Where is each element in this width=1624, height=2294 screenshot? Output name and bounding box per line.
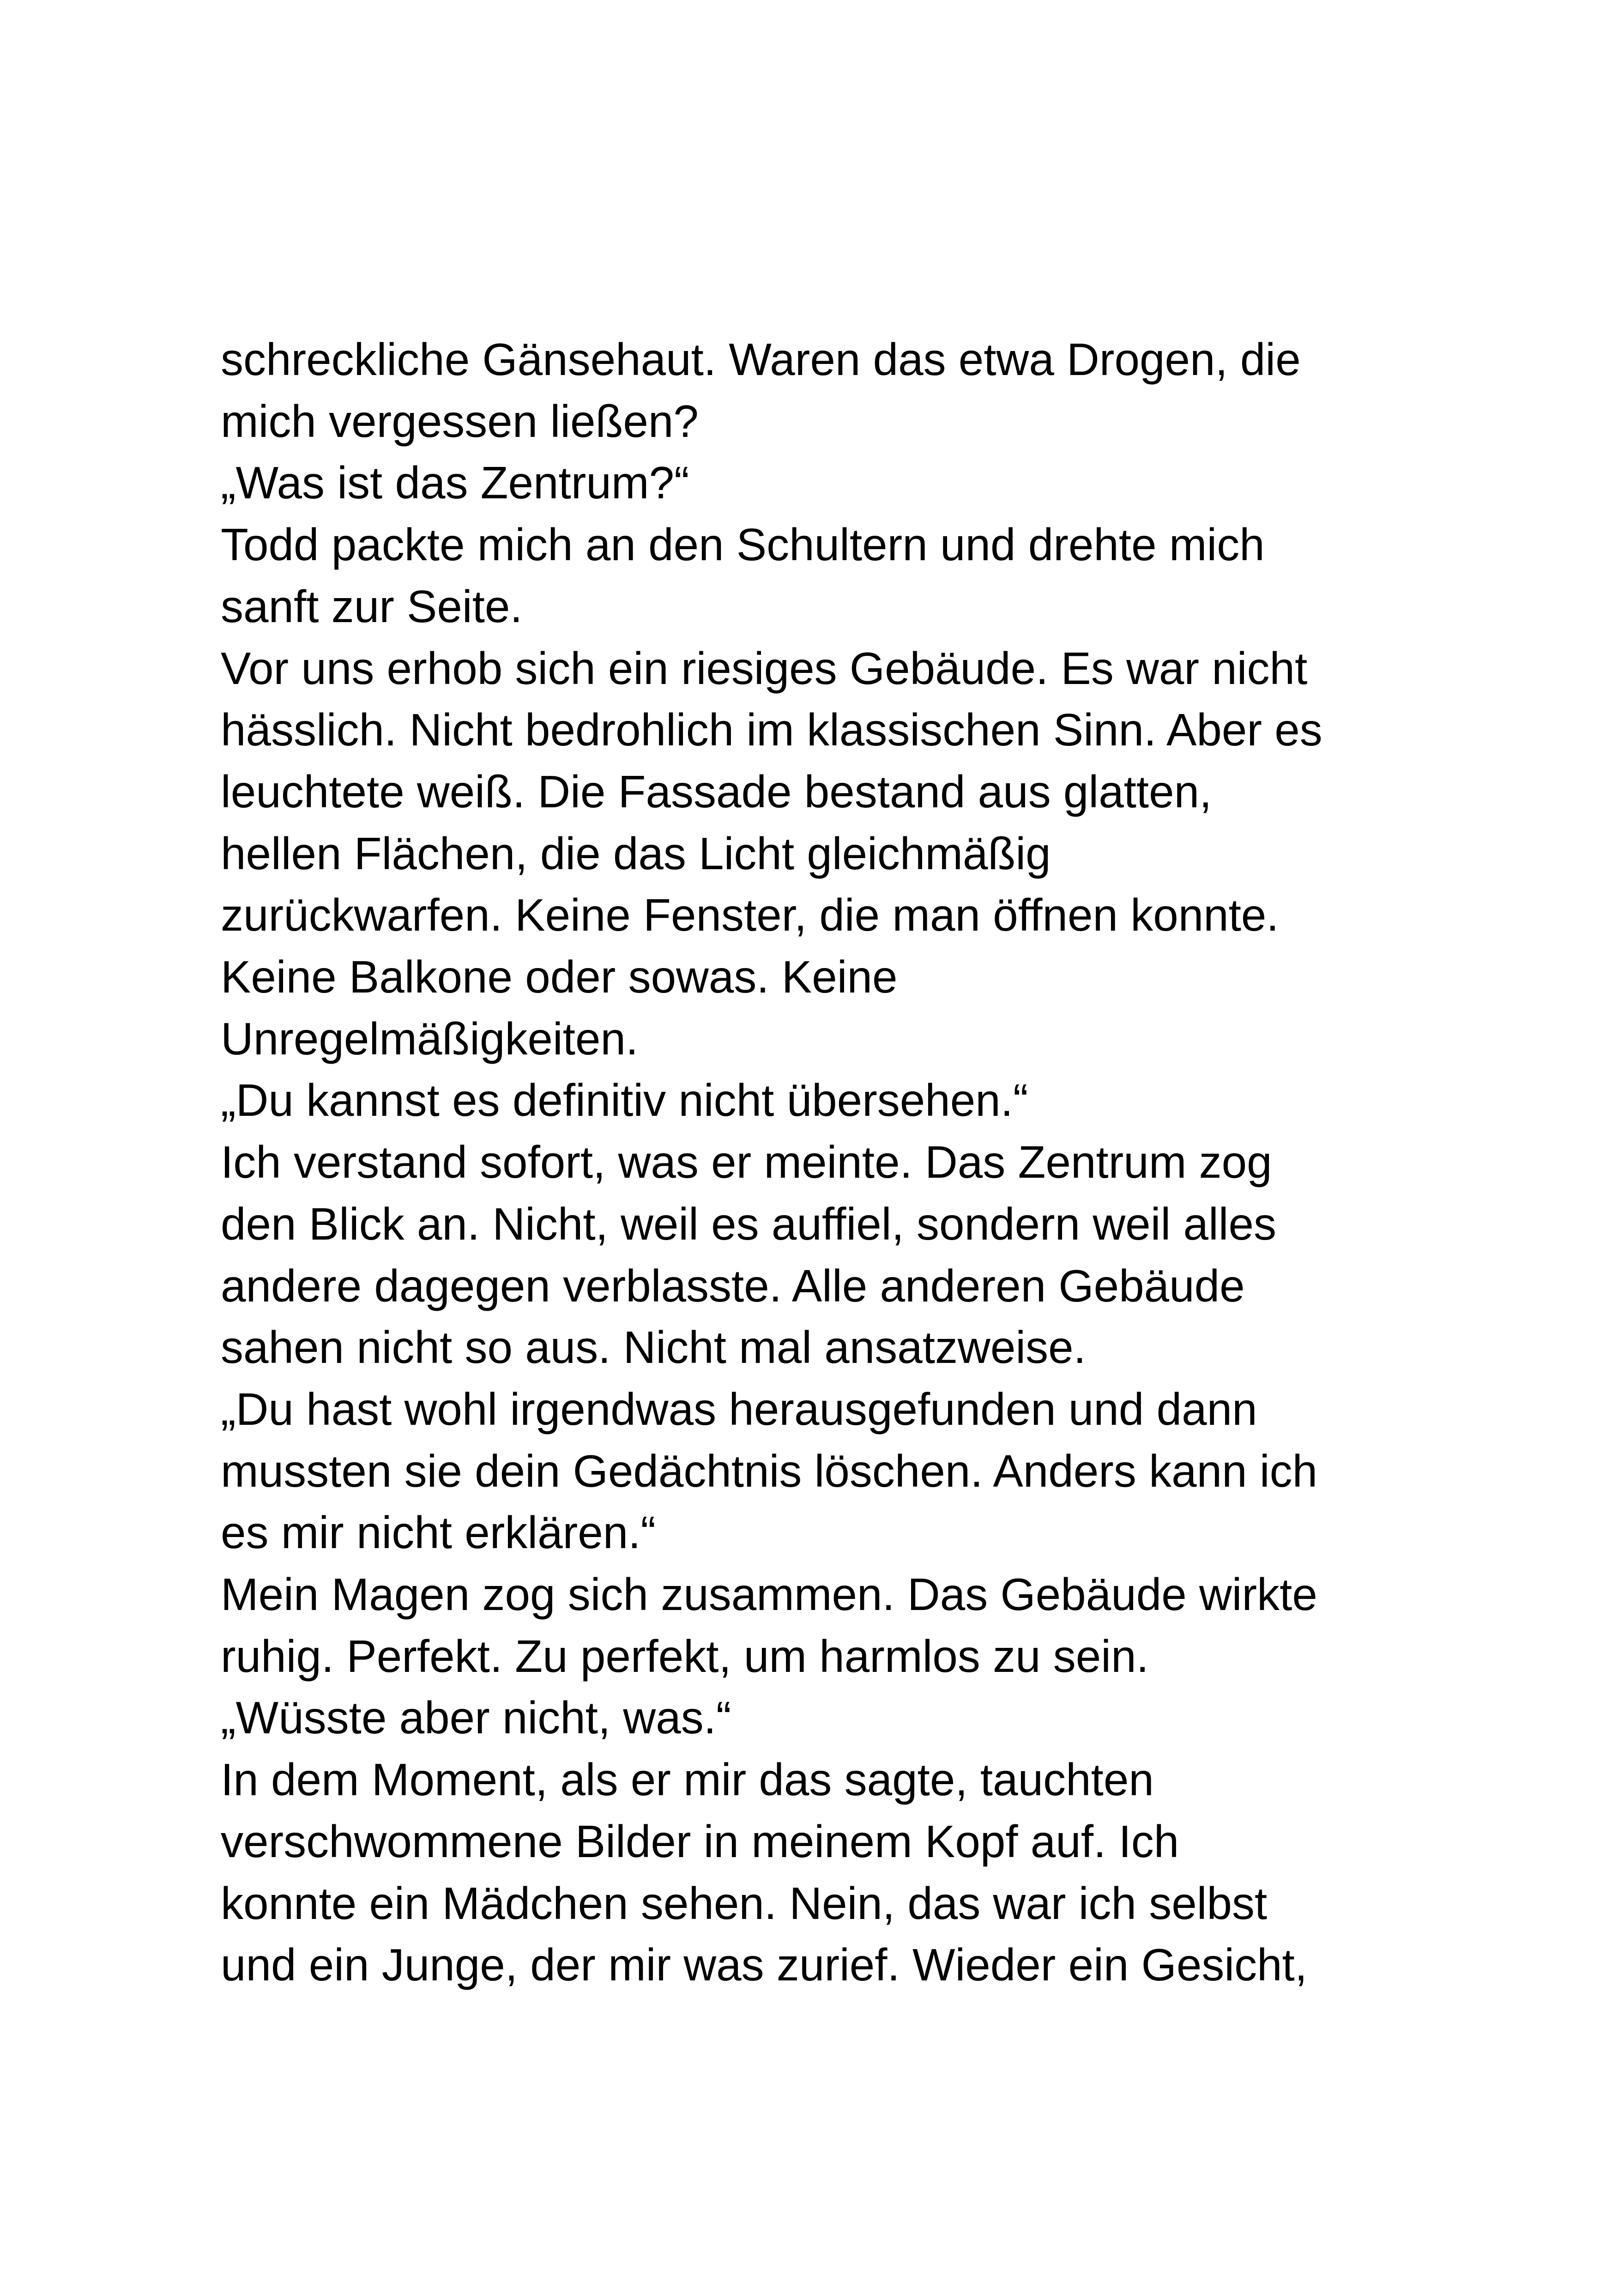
text-line: „Du kannst es definitiv nicht übersehen.“ — [221, 1075, 1028, 1126]
text-line: Todd packte mich an den Schultern und drehte mich — [221, 519, 1265, 570]
text-line: mich vergessen ließen? — [221, 395, 699, 447]
text-line: zurückwarfen. Keine Fenster, die man öffnen konnte. — [221, 890, 1279, 941]
text-line: Mein Magen zog sich zusammen. Das Gebäude wirkte — [221, 1569, 1317, 1620]
text-line: Unregelmäßigkeiten. — [221, 1013, 639, 1064]
text-line: und ein Junge, der mir was zurief. Wieder ein Gesicht, — [221, 1939, 1308, 1991]
text-line: „Wüsste aber nicht, was.“ — [221, 1692, 731, 1743]
text-line: den Blick an. Nicht, weil es auffiel, sondern weil alles — [221, 1198, 1277, 1249]
text-line: „Was ist das Zentrum?“ — [221, 457, 689, 508]
text-line: leuchtete weiß. Die Fassade bestand aus glatten, — [221, 766, 1212, 817]
text-line: Keine Balkone oder sowas. Keine — [221, 951, 898, 1003]
text-line: es mir nicht erklären.“ — [221, 1507, 656, 1558]
text-line: schreckliche Gänsehaut. Waren das etwa Drogen, die — [221, 334, 1301, 385]
text-line: sahen nicht so aus. Nicht mal ansatzweise. — [221, 1322, 1086, 1373]
text-line: hellen Flächen, die das Licht gleichmäßig — [221, 828, 1051, 879]
body-text — [221, 329, 1421, 1996]
text-line: sanft zur Seite. — [221, 581, 523, 632]
text-line: Vor uns erhob sich ein riesiges Gebäude. Es war nicht — [221, 642, 1308, 694]
text-line: ruhig. Perfekt. Zu perfekt, um harmlos zu sein. — [221, 1630, 1149, 1682]
text-line: andere dagegen verblasste. Alle anderen Gebäude — [221, 1260, 1245, 1311]
text-line: mussten sie dein Gedächtnis löschen. Anders kann ich — [221, 1445, 1318, 1496]
text-line: Ich verstand sofort, was er meinte. Das Zentrum zog — [221, 1137, 1272, 1188]
text-line: hässlich. Nicht bedrohlich im klassischen Sinn. Aber es — [221, 704, 1322, 756]
text-line: In dem Moment, als er mir das sagte, tauchten — [221, 1754, 1154, 1805]
text-line: konnte ein Mädchen sehen. Nein, das war ich selbst — [221, 1877, 1268, 1929]
text-line: „Du hast wohl irgendwas herausgefunden und dann — [221, 1383, 1257, 1435]
text-line: verschwommene Bilder in meinem Kopf auf. Ich — [221, 1816, 1179, 1867]
